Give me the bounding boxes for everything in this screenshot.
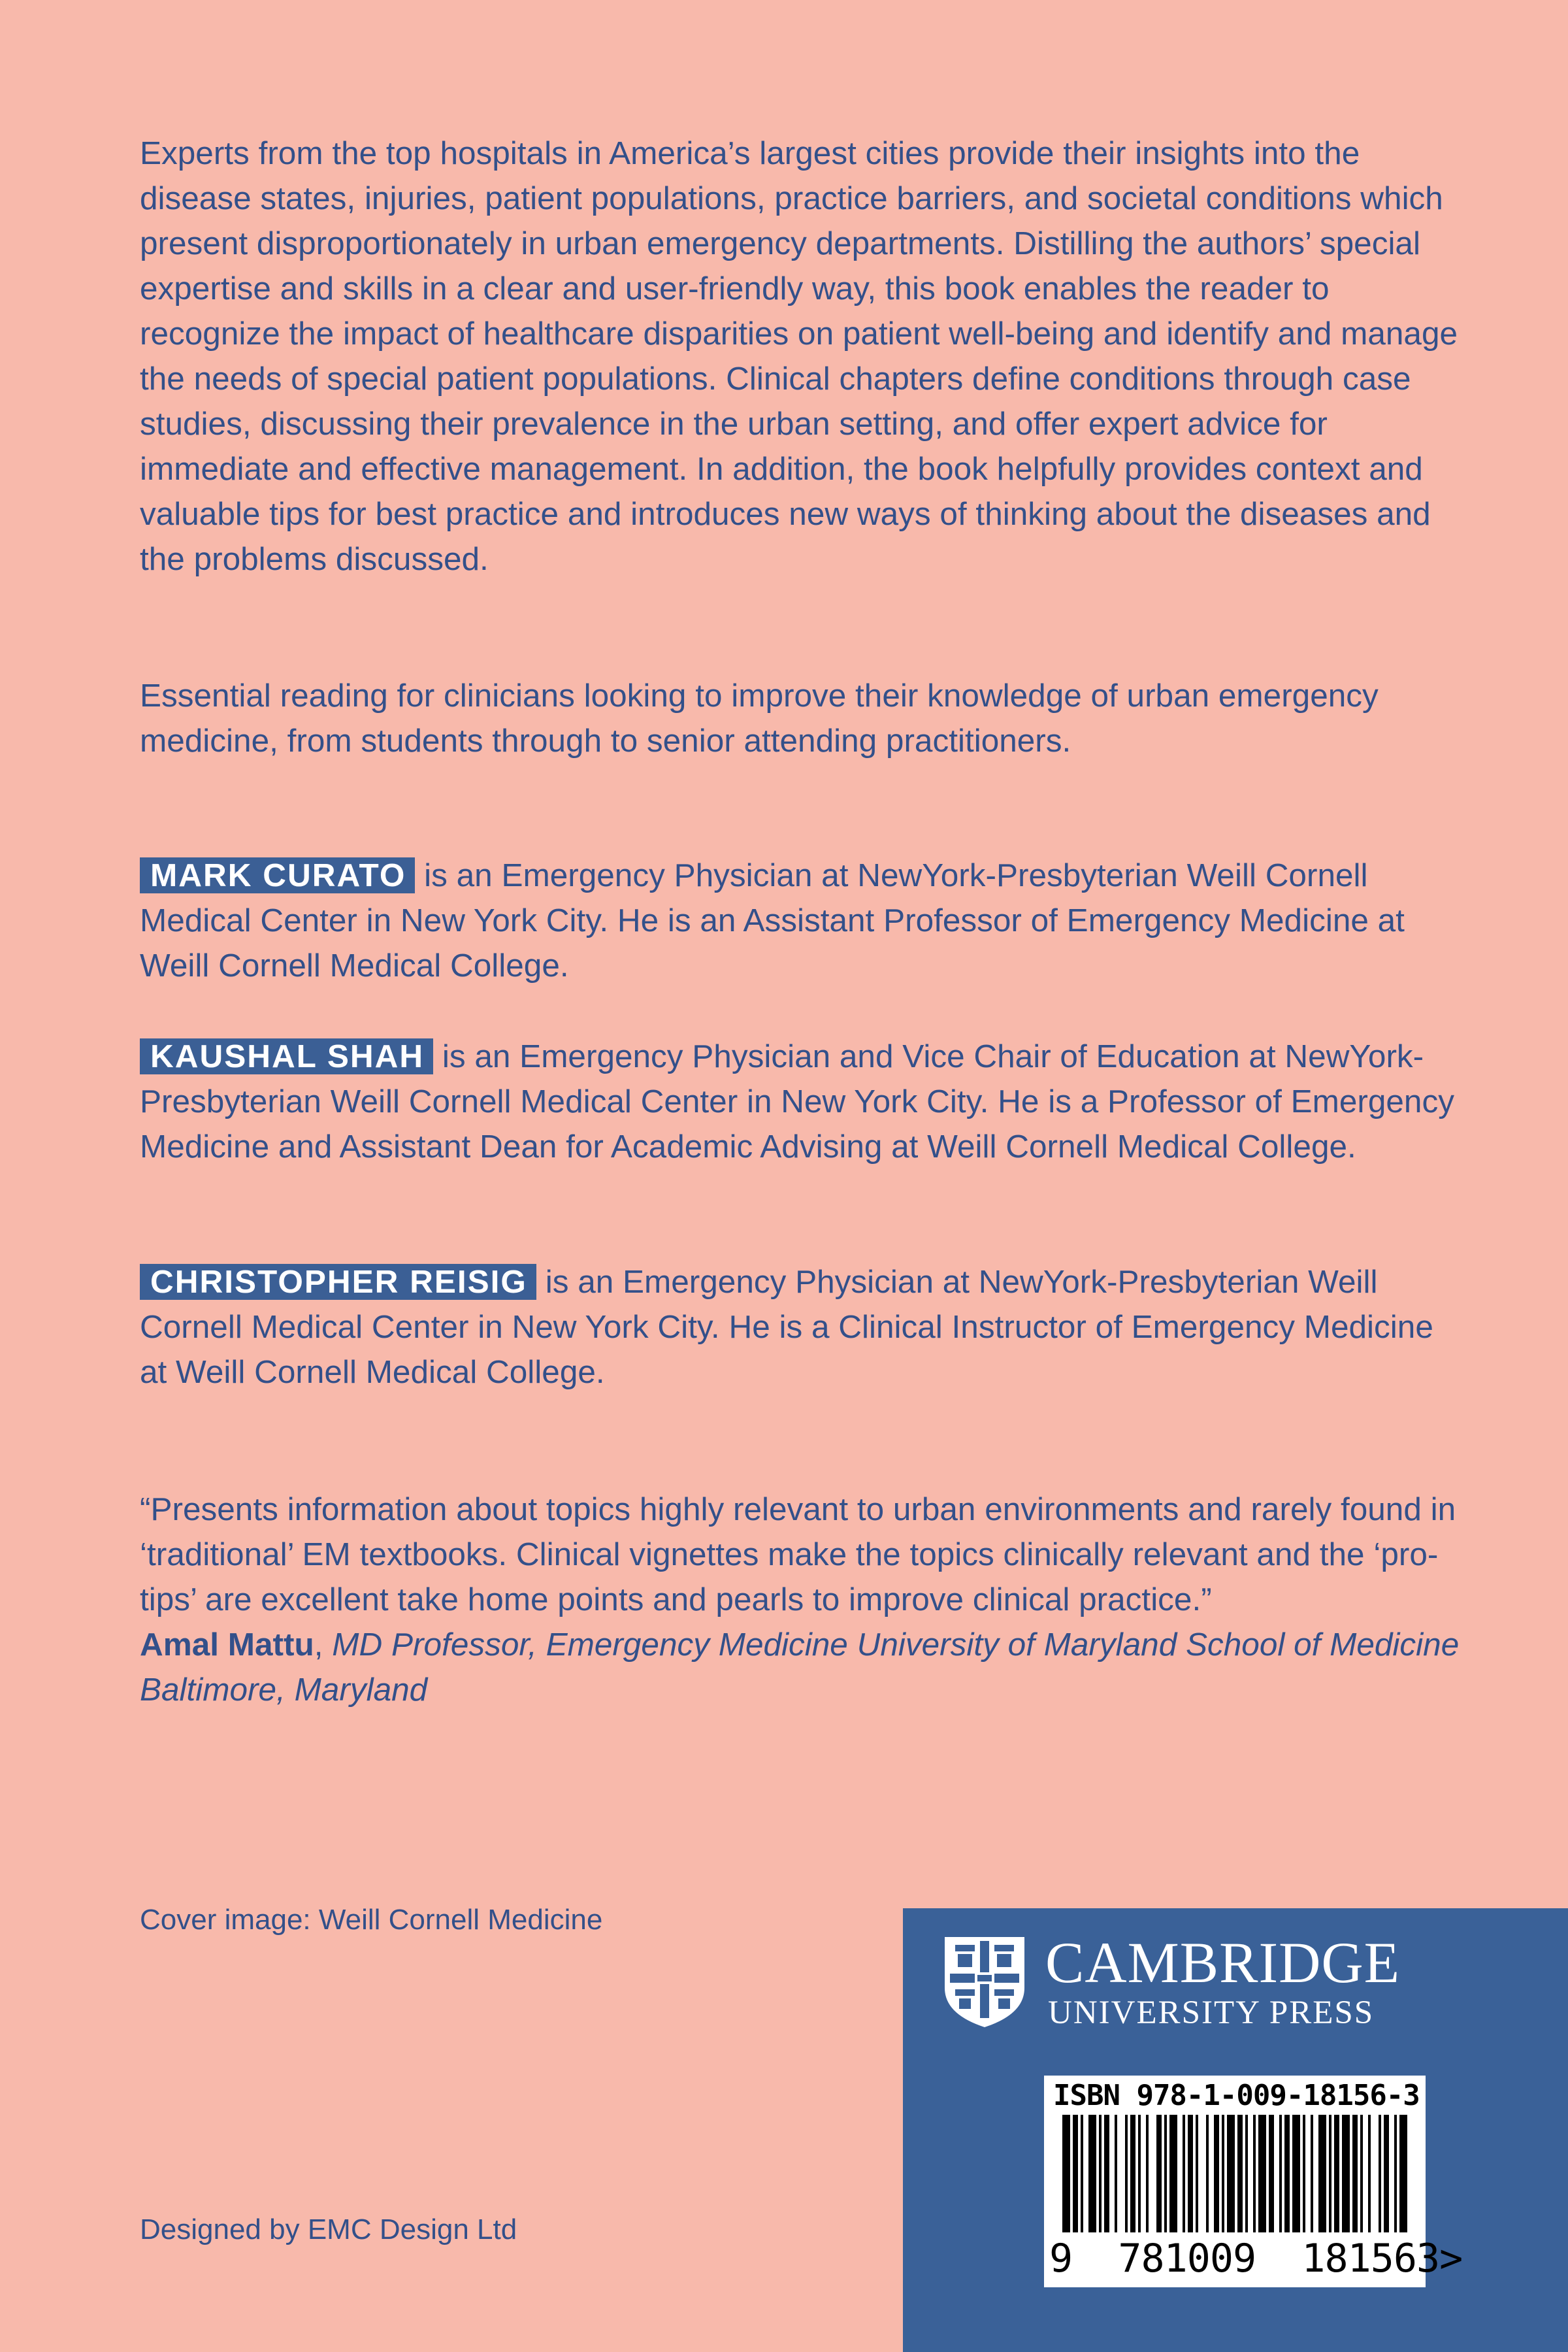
barcode-bar	[1146, 2115, 1149, 2232]
barcode-bar	[1206, 2115, 1209, 2232]
author-name-tag: MARK CURATO	[140, 857, 415, 893]
quote-text: “Presents information about topics highly relevant to urban environments and rarely found in ‘traditional’ EM textbooks. Clinical vignettes make the topics clinically relevant and the ‘pro-tips’ are excellent take home points and pearls to improve clinical practice.”	[140, 1491, 1456, 1617]
barcode-bar	[1303, 2115, 1305, 2232]
barcode-bar	[1104, 2115, 1109, 2232]
author-name-tag: CHRISTOPHER REISIG	[140, 1264, 536, 1300]
barcode-bar	[1384, 2115, 1389, 2232]
barcode-bar	[1379, 2115, 1381, 2232]
university-crest-icon	[941, 1934, 1028, 2030]
barcode-bar	[1360, 2115, 1363, 2232]
cover-image-credit: Cover image: Weill Cornell Medicine	[140, 1904, 603, 1936]
barcode-bar	[1138, 2115, 1141, 2232]
barcode-bar	[1279, 2115, 1282, 2232]
endorsement-quote	[140, 1487, 1460, 1712]
publisher-name: CAMBRIDGE	[1045, 1931, 1401, 1995]
barcode-bar	[1394, 2115, 1397, 2232]
barcode-bar	[1222, 2115, 1224, 2232]
barcode-bar	[1196, 2115, 1198, 2232]
barcode-bar	[1318, 2115, 1326, 2232]
essential-reading-text: Essential reading for clinicians looking to improve their knowledge of urban emergency medicine, from students through to senior attending practitioners.	[140, 678, 1379, 759]
barcode-bar	[1169, 2115, 1177, 2232]
barcode-bar	[1073, 2115, 1078, 2232]
quote-attribution	[140, 1622, 1460, 1712]
barcode-bar	[1088, 2115, 1096, 2232]
isbn-label: ISBN 978-1-009-18156-3	[1053, 2079, 1420, 2112]
barcode-bar	[1237, 2115, 1243, 2232]
barcode-bar	[1227, 2115, 1235, 2232]
barcode-bar	[1130, 2115, 1135, 2232]
design-credit: Designed by EMC Design Ltd	[140, 2213, 517, 2245]
ean-digits	[1049, 2236, 1462, 2281]
barcode-bars	[1044, 2115, 1426, 2239]
barcode-bar	[1115, 2115, 1117, 2232]
author-bio-curato	[140, 853, 1460, 988]
publisher-panel	[903, 1908, 1568, 2352]
barcode-bar	[1188, 2115, 1193, 2232]
barcode-bar	[1334, 2115, 1339, 2232]
author-bio-shah	[140, 1034, 1460, 1169]
barcode-bar	[1062, 2115, 1070, 2232]
author-bio-text: is an Emergency Physician at NewYork-Presbyterian Weill Cornell Medical Center in New York City. He is a Clinical Instructor of Emergency Medicine at Weill Cornell Medical College.	[140, 1264, 1433, 1390]
quote-author: Amal Mattu	[140, 1627, 314, 1663]
author-bio-reisig	[140, 1259, 1460, 1395]
barcode-bar	[1183, 2115, 1185, 2232]
barcode-bar	[1352, 2115, 1358, 2232]
barcode-bar	[1253, 2115, 1256, 2232]
barcode-bar	[1156, 2115, 1162, 2232]
author-bio-text: is an Emergency Physician and Vice Chair of Education at NewYork-Presbyterian Weill Cornell Medical Center in New York City. He is a Professor of Emergency Medicine and Assistant Dean for Academic Advising at Weill Cornell Medical College.	[140, 1038, 1454, 1165]
barcode-bar	[1081, 2115, 1083, 2232]
barcode-bar	[1284, 2115, 1290, 2232]
author-name-tag: KAUSHAL SHAH	[140, 1038, 433, 1074]
barcode-bar	[1099, 2115, 1102, 2232]
ean-number: 9 781009 181563	[1049, 2236, 1440, 2281]
barcode-bar	[1258, 2115, 1266, 2232]
barcode-bar	[1342, 2115, 1350, 2232]
barcode-bar	[1311, 2115, 1313, 2232]
barcode-bar	[1214, 2115, 1219, 2232]
author-bio-text: is an Emergency Physician at NewYork-Presbyterian Weill Cornell Medical Center in New York City. He is an Assistant Professor of Emergency Medicine at Weill Cornell Medical College.	[140, 857, 1405, 984]
barcode-bar	[1292, 2115, 1300, 2232]
quote-author-title: MD Professor, Emergency Medicine University of Maryland School of Medicine Baltimore, Maryland	[140, 1627, 1460, 1708]
ean-trailing-mark: >	[1439, 2236, 1463, 2281]
barcode-bar	[1399, 2115, 1407, 2232]
isbn-barcode	[1044, 2076, 1463, 2287]
barcode-bar	[1164, 2115, 1167, 2232]
barcode-bar	[1245, 2115, 1248, 2232]
barcode-bar	[1329, 2115, 1331, 2232]
book-description: Experts from the top hospitals in America’s largest cities provide their insights into the disease states, injuries, patient populations, practice barriers, and societal conditions which present disproportionately in urban emergency departments. Distilling the authors’ special expertise and skills in a clear and user-friendly way, this book enables the reader to recognize the impact of healthcare disparities on patient well-being and identify and manage the needs of special patient populations. Clinical chapters define conditions through case studies, discussing their prevalence in the urban setting, and offer expert advice for immediate and effective management. In addition, the book helpfully provides context and valuable tips for best practice and introduces new ways of thinking about the diseases and the problems discussed.	[140, 135, 1458, 577]
publisher-subname: UNIVERSITY PRESS	[1048, 1995, 1375, 2031]
barcode-bar	[1269, 2115, 1274, 2232]
quote-separator: ,	[314, 1627, 323, 1663]
barcode-bar	[1125, 2115, 1128, 2232]
barcode-bar	[1368, 2115, 1371, 2232]
